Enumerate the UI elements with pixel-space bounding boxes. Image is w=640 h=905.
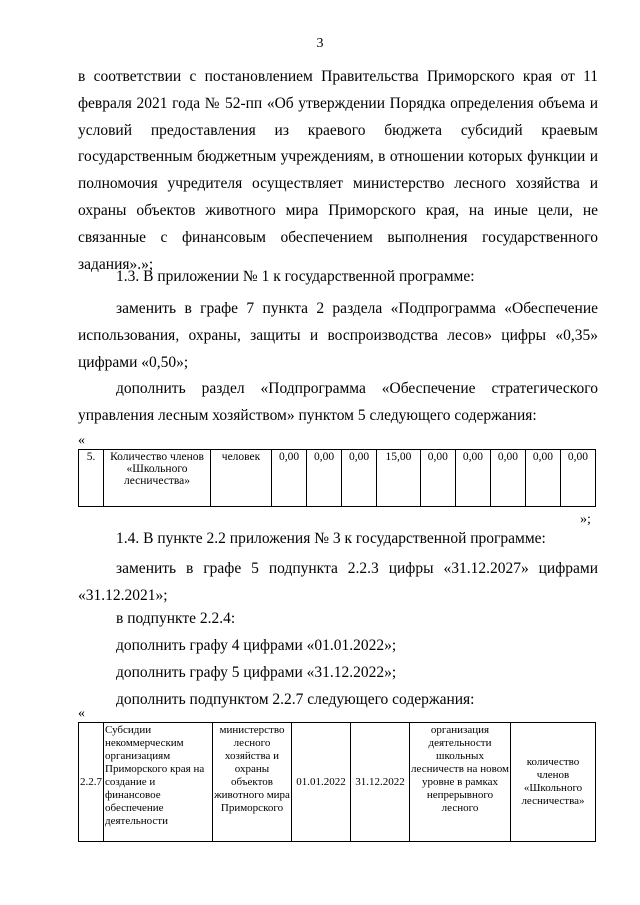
close-quote-1: »; — [580, 512, 591, 527]
indicator-name: Количество членов «Школьного лесничества» — [104, 450, 211, 507]
add-column-5: дополнить графу 5 цифрами «31.12.2022»; — [116, 664, 397, 681]
end-date-cell: 31.12.2022 — [351, 723, 410, 842]
value-cell: 0,00 — [272, 450, 307, 507]
value-cell: 0,00 — [525, 450, 560, 507]
result-cell: организация деятельности школьных лесничеств на новом уровне в рамках непрерывного лесного — [410, 723, 511, 842]
intro-paragraph: в соответствии с постановлением Правительства Приморского края от 11 февраля 2021 года № 52-пп «Об утверждении Порядка определения объема и условий предоставления из краевого бюджета субсидий краевым государственным бюджетным учреждениям, в отношении которых функции и полномочия учредителя осуществляет министерство лесного хозяйства и охраны объектов животного мира Приморского края, на иные цели, не связанные с финансовым обеспечением выполнения государственного задания».»; — [78, 68, 598, 273]
open-quote-2: « — [78, 706, 85, 721]
open-quote-1: « — [78, 433, 85, 448]
value-cell: 0,00 — [490, 450, 525, 507]
subitem-2-2-4: в подпункте 2.2.4: — [116, 610, 236, 627]
value-cell: 0,00 — [455, 450, 490, 507]
add-subitem: дополнить подпунктом 2.2.7 следующего содержания: — [116, 691, 475, 708]
executor-cell: министерство лесного хозяйства и охраны объектов животного мира Приморского — [213, 723, 292, 842]
replace-paragraph-2: заменить в графе 5 подпункта 2.2.3 цифры «31.12.2027» цифрами «31.12.2021»; — [78, 560, 598, 604]
table-row — [79, 450, 596, 507]
description-cell: Субсидии некоммерческим организациям Приморского края на создание и финансовое обеспечение деятельности — [104, 723, 213, 842]
item-1-3: 1.3. В приложении № 1 к государственной программе: — [116, 268, 475, 285]
indicator-cell: количество членов «Школьного лесничества» — [511, 723, 596, 842]
page-number: 3 — [316, 36, 324, 51]
item-1-4: 1.4. В пункте 2.2 приложения № 3 к государственной программе: — [116, 530, 546, 547]
start-date-cell: 01.01.2022 — [292, 723, 351, 842]
add-column-4: дополнить графу 4 цифрами «01.01.2022»; — [116, 637, 397, 654]
table-row — [79, 723, 596, 842]
value-cell: 0,00 — [307, 450, 342, 507]
supplement-paragraph: дополнить раздел «Подпрограмма «Обеспечение стратегического управления лесным хозяйством» пунктом 5 следующего содержания: — [78, 380, 598, 424]
replace-paragraph: заменить в графе 7 пункта 2 раздела «Подпрограмма «Обеспечение использования, охраны, защиты и воспроизводства лесов» цифры «0,35» цифрами «0,50»; — [78, 300, 598, 371]
row-number: 2.2.7 — [79, 723, 104, 842]
row-number: 5. — [79, 450, 104, 507]
value-cell: 0,00 — [420, 450, 455, 507]
indicator-table — [78, 449, 596, 507]
value-cell: 0,00 — [342, 450, 377, 507]
value-cell: 0,00 — [560, 450, 595, 507]
unit-cell: человек — [211, 450, 272, 507]
value-cell: 15,00 — [377, 450, 421, 507]
activity-table — [78, 722, 596, 842]
